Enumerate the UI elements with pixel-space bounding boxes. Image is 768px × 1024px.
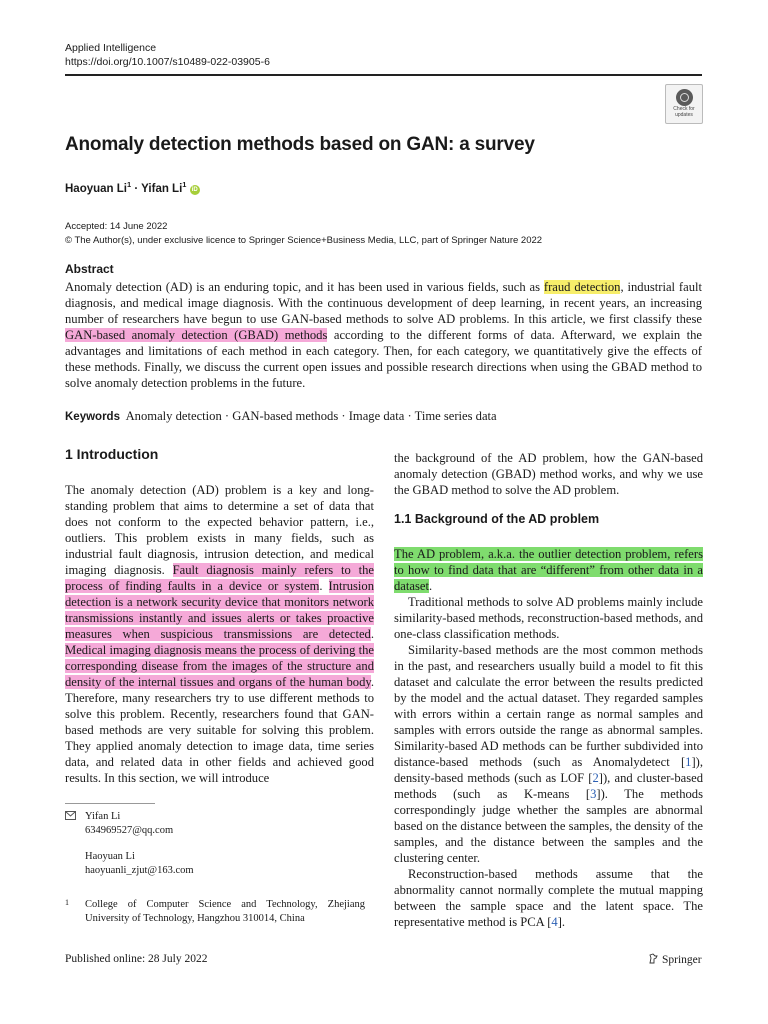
affiliation: [65, 898, 365, 926]
body-text: ].: [557, 915, 566, 929]
author-name[interactable]: Haoyuan Li: [65, 182, 127, 195]
check-updates-icon: [676, 89, 693, 106]
orcid-icon[interactable]: iD: [191, 186, 198, 193]
author-name[interactable]: Yifan Li: [141, 182, 183, 195]
body-text: . Therefore, many researchers try to use different methods to solve this problem. Recently, researchers found that GAN-based methods are very suitable for solving this problem. They applied anomaly detection to image data, time series data, and related data in other fields and achieved good results. In this section, we will introduce: [65, 675, 374, 785]
body-text: The anomaly detection (AD) problem is a key and long-standing problem that aims to determine a set of data that does not conform to the expected behavior pattern, i.e., outliers. This problem exists in many fields, such as industrial fault diagnosis, intrusion detection, and medical imaging diagnosis.: [65, 483, 374, 577]
affiliation-text: College of Computer Science and Technology, Zhejiang University of Technology, Hangzhou 310014, China: [85, 899, 365, 924]
intro-continuation: the background of the AD problem, how the GAN-based anomaly detection (GBAD) method works, and why we use the GBAD method to solve the AD problem.: [394, 451, 703, 497]
citation-link[interactable]: 2: [592, 771, 599, 785]
citation-link[interactable]: 4: [551, 915, 558, 929]
citation-link[interactable]: 3: [590, 787, 597, 801]
keywords: [65, 409, 497, 424]
author-email[interactable]: 634969527@qq.com: [85, 825, 174, 836]
highlight-pink[interactable]: GAN-based anomaly detection (GBAD) methods: [65, 328, 328, 342]
doi-link[interactable]: https://doi.org/10.1007/s10489-022-03905-6: [65, 56, 270, 68]
author-name: Haoyuan Li: [85, 851, 135, 862]
springer-horse-icon: [648, 953, 659, 964]
journal-header: [65, 41, 270, 69]
published-date: Published online: 28 July 2022: [65, 953, 208, 965]
keywords-list: Anomaly detection · GAN-based methods · Image data · Time series data: [125, 409, 497, 423]
background-section: [394, 546, 703, 930]
highlight-green[interactable]: The AD problem, a.k.a. the outlier detection problem, refers to how to find data that are “different” from other data in a dataset: [394, 547, 703, 593]
paragraph: Traditional methods to solve AD problems mainly include similarity-based methods, reconstruction-based methods, and one-class classification methods.: [394, 595, 703, 641]
abstract-body: [65, 279, 702, 391]
body-text: ]), and cluster-based methods (such as K-means [: [394, 771, 704, 801]
body-text: ]), density-based methods (such as LOF [: [394, 755, 703, 785]
citation-link[interactable]: 1: [685, 755, 692, 769]
paragraph: [394, 866, 703, 930]
paragraph: [394, 642, 703, 866]
affiliation-number: 1: [65, 898, 69, 907]
abstract-text: , industrial fault diagnosis, and medical image diagnosis. With the continuous development of deep learning, in recent years, an increasing number of researchers have begun to use GAN-based methods to solve AD problems. In this article, we first classify these: [65, 280, 702, 326]
abstract-heading: Abstract: [65, 262, 114, 276]
authors: [65, 180, 200, 195]
author-affil-sup: 1: [126, 180, 132, 189]
author-affil-sup: 1: [182, 180, 187, 189]
publisher-name: Springer: [662, 954, 702, 966]
copyright: © The Author(s), under exclusive licence to Springer Science+Business Media, LLC, part of Springer Nature 2022: [65, 235, 543, 246]
section-heading-introduction: 1 Introduction: [65, 446, 159, 462]
article-dates: [65, 220, 542, 248]
abstract-text: according to the different forms of data. Afterward, we explain the advantages and limitations of each method in each category. Then, for each category, we quantitatively give the effects of these methods. Finally, we discuss the current open issues and possible research directions when using the GBAD method to solve anomaly detection problems in the future.: [65, 328, 703, 390]
body-text: Similarity-based methods are the most common methods in the past, and researchers usually build a model to fit this dataset and calculate the error between the results predicted by the model and the actual dataset. They regarded samples with errors within a certain range as normal samples and samples with errors outside the range as abnormal samples. Similarity-based AD methods can be further subdivided into distance-based methods (such as Anomalydetect [: [394, 643, 703, 769]
body-text: ]). The methods correspondingly judge whether the samples are abnormal based on the distance between the samples, the density of the samples, and the distance between the samples and the clustering center.: [394, 787, 703, 865]
body-text: Reconstruction-based methods assume that the abnormality cannot normally complete the mutual mapping between the sample space and the latent space. The representative method is PCA [: [394, 867, 703, 929]
page-title: Anomaly detection methods based on GAN: a survey: [65, 134, 535, 155]
correspondence-footnote: [65, 810, 365, 924]
author-email[interactable]: haoyuanli_zjut@163.com: [85, 865, 194, 876]
badge-line2: updates: [675, 111, 693, 118]
author-name: Yifan Li: [85, 811, 121, 822]
body-text: .: [319, 579, 329, 593]
publisher-logo: [648, 953, 702, 966]
accepted-date: Accepted: 14 June 2022: [65, 221, 168, 232]
keywords-label: Keywords: [65, 411, 120, 423]
badge-line1: Check for: [673, 106, 695, 112]
highlight-yellow[interactable]: fraud detection: [543, 280, 621, 294]
highlight-pink[interactable]: Medical imaging diagnosis means the process of deriving the corresponding disease from the images of the structure and density of the internal tissues and organs of the human body: [65, 643, 374, 689]
journal-name: Applied Intelligence: [65, 42, 157, 54]
subsection-heading-background: 1.1 Background of the AD problem: [394, 512, 600, 526]
highlight-pink[interactable]: Intrusion detection is a network security device that monitors network transmissions instantly and issues alerts or takes proactive measures when suspicious transmissions are detected: [65, 579, 375, 641]
body-text: .: [428, 579, 433, 593]
body-text: .: [370, 627, 374, 641]
header-rule: [65, 74, 702, 76]
paragraph: [394, 546, 703, 594]
highlight-pink[interactable]: Fault diagnosis mainly refers to the process of finding faults in a device or system: [65, 563, 375, 593]
author-separator: ·: [131, 182, 142, 195]
footnote-rule: [65, 803, 155, 804]
check-for-updates-badge[interactable]: [665, 84, 703, 124]
intro-paragraph: [65, 482, 374, 786]
abstract-text: Anomaly detection (AD) is an enduring topic, and it has been used in various fields, such as: [65, 280, 544, 294]
mail-icon: [65, 811, 76, 820]
